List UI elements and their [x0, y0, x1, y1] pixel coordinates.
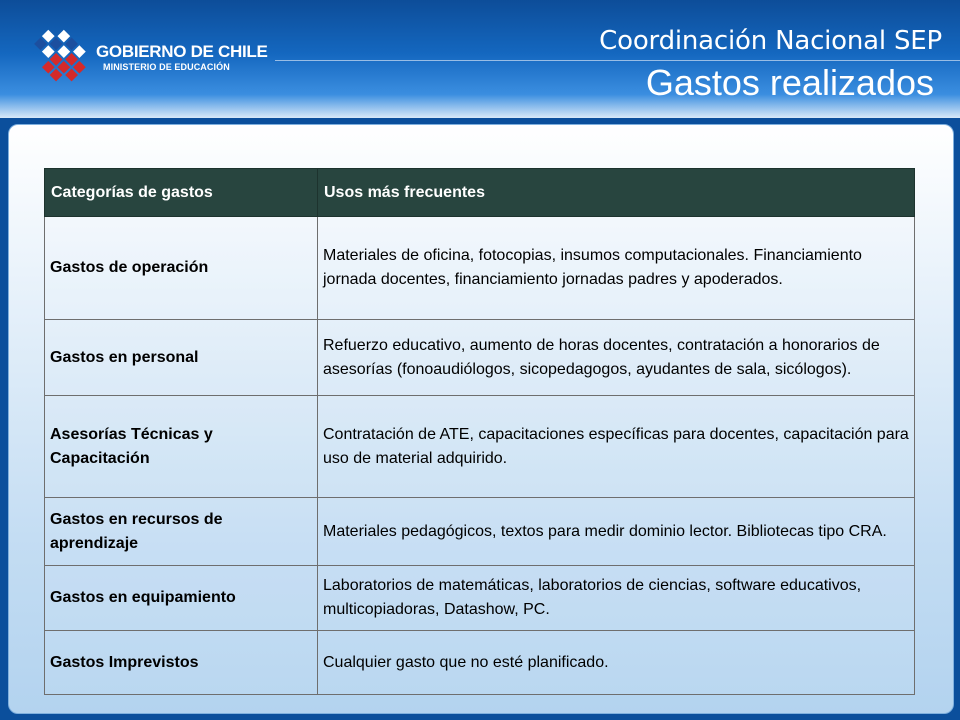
uses-cell: Refuerzo educativo, aumento de horas docentes, contratación a honorarios de asesorías (fonoaudiólogos, sicopedagogos, ayudantes de sala, sicólogos).: [318, 320, 915, 396]
program-name: Coordinación Nacional SEP: [599, 26, 942, 56]
ministry-name: MINISTERIO DE EDUCACIÓN: [103, 62, 230, 72]
table-row: [45, 396, 915, 498]
table-row: [45, 498, 915, 566]
column-header-uses: Usos más frecuentes: [318, 169, 915, 217]
table-row: [45, 631, 915, 695]
gobierno-logo-icon: [22, 22, 100, 94]
category-cell: Gastos de operación: [45, 217, 318, 320]
column-header-categories: Categorías de gastos: [45, 169, 318, 217]
expenses-table: [44, 168, 915, 695]
category-cell: Gastos en recursos de aprendizaje: [45, 498, 318, 566]
table-row: [45, 320, 915, 396]
table-row: [45, 566, 915, 631]
header-banner: [0, 0, 960, 118]
header-divider: [275, 60, 960, 61]
category-cell: Gastos en personal: [45, 320, 318, 396]
uses-cell: Materiales pedagógicos, textos para medir dominio lector. Bibliotecas tipo CRA.: [318, 498, 915, 566]
category-cell: Gastos Imprevistos: [45, 631, 318, 695]
table-header-row: [45, 169, 915, 217]
uses-cell: Materiales de oficina, fotocopias, insumos computacionales. Financiamiento jornada docentes, financiamiento jornadas padres y apoderados.: [318, 217, 915, 320]
uses-cell: Contratación de ATE, capacitaciones específicas para docentes, capacitación para uso de material adquirido.: [318, 396, 915, 498]
category-cell: Gastos en equipamiento: [45, 566, 318, 631]
table-row: [45, 217, 915, 320]
uses-cell: Laboratorios de matemáticas, laboratorios de ciencias, software educativos, multicopiadoras, Datashow, PC.: [318, 566, 915, 631]
page-title: Gastos realizados: [645, 62, 934, 103]
category-cell: Asesorías Técnicas y Capacitación: [45, 396, 318, 498]
government-name: GOBIERNO DE CHILE: [96, 42, 268, 61]
uses-cell: Cualquier gasto que no esté planificado.: [318, 631, 915, 695]
